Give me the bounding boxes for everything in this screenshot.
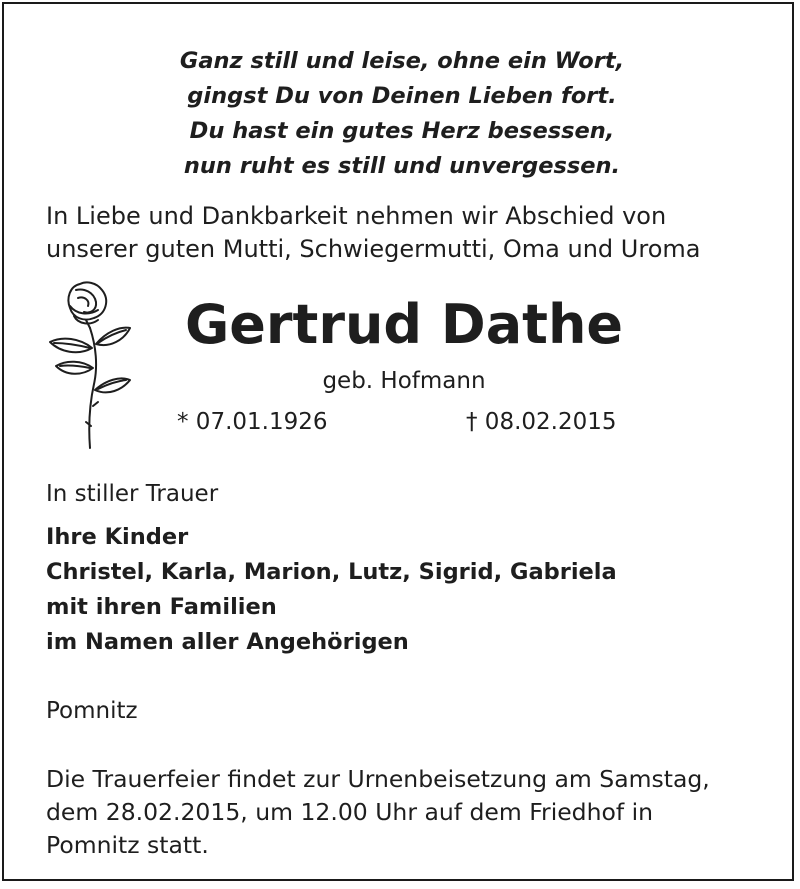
intro-line: In Liebe und Dankbarkeit nehmen wir Abschied von xyxy=(46,202,667,230)
mourning-label: In stiller Trauer xyxy=(46,481,219,507)
family-line: mit ihren Familien xyxy=(46,594,277,620)
poem-line: nun ruht es still und unvergessen. xyxy=(183,153,621,179)
birth-date: * 07.01.1926 xyxy=(177,409,328,435)
intro-line: unserer guten Mutti, Schwiegermutti, Oma und Uroma xyxy=(46,235,701,263)
notice-line: Pomnitz statt. xyxy=(46,831,209,859)
family-line: Christel, Karla, Marion, Lutz, Sigrid, Gabriela xyxy=(46,559,617,585)
family-list xyxy=(46,520,617,660)
poem-line: Du hast ein gutes Herz besessen, xyxy=(189,118,615,144)
birth-name: geb. Hofmann xyxy=(322,368,486,394)
death-date: † 08.02.2015 xyxy=(466,409,617,435)
poem xyxy=(4,44,800,184)
poem-line: gingst Du von Deinen Lieben fort. xyxy=(187,83,617,109)
notice-line: Die Trauerfeier findet zur Urnenbeisetzung am Samstag, xyxy=(46,765,710,793)
place-name: Pomnitz xyxy=(46,698,138,724)
family-line: Ihre Kinder xyxy=(46,524,189,550)
deceased-name: Gertrud Dathe xyxy=(184,293,624,356)
obituary-frame xyxy=(2,2,794,881)
intro-text xyxy=(46,200,776,266)
poem-line: Ganz still und leise, ohne ein Wort, xyxy=(179,48,625,74)
notice-line: dem 28.02.2015, um 12.00 Uhr auf dem Friedhof in xyxy=(46,798,654,826)
family-line: im Namen aller Angehörigen xyxy=(46,629,409,655)
funeral-notice xyxy=(46,763,786,862)
